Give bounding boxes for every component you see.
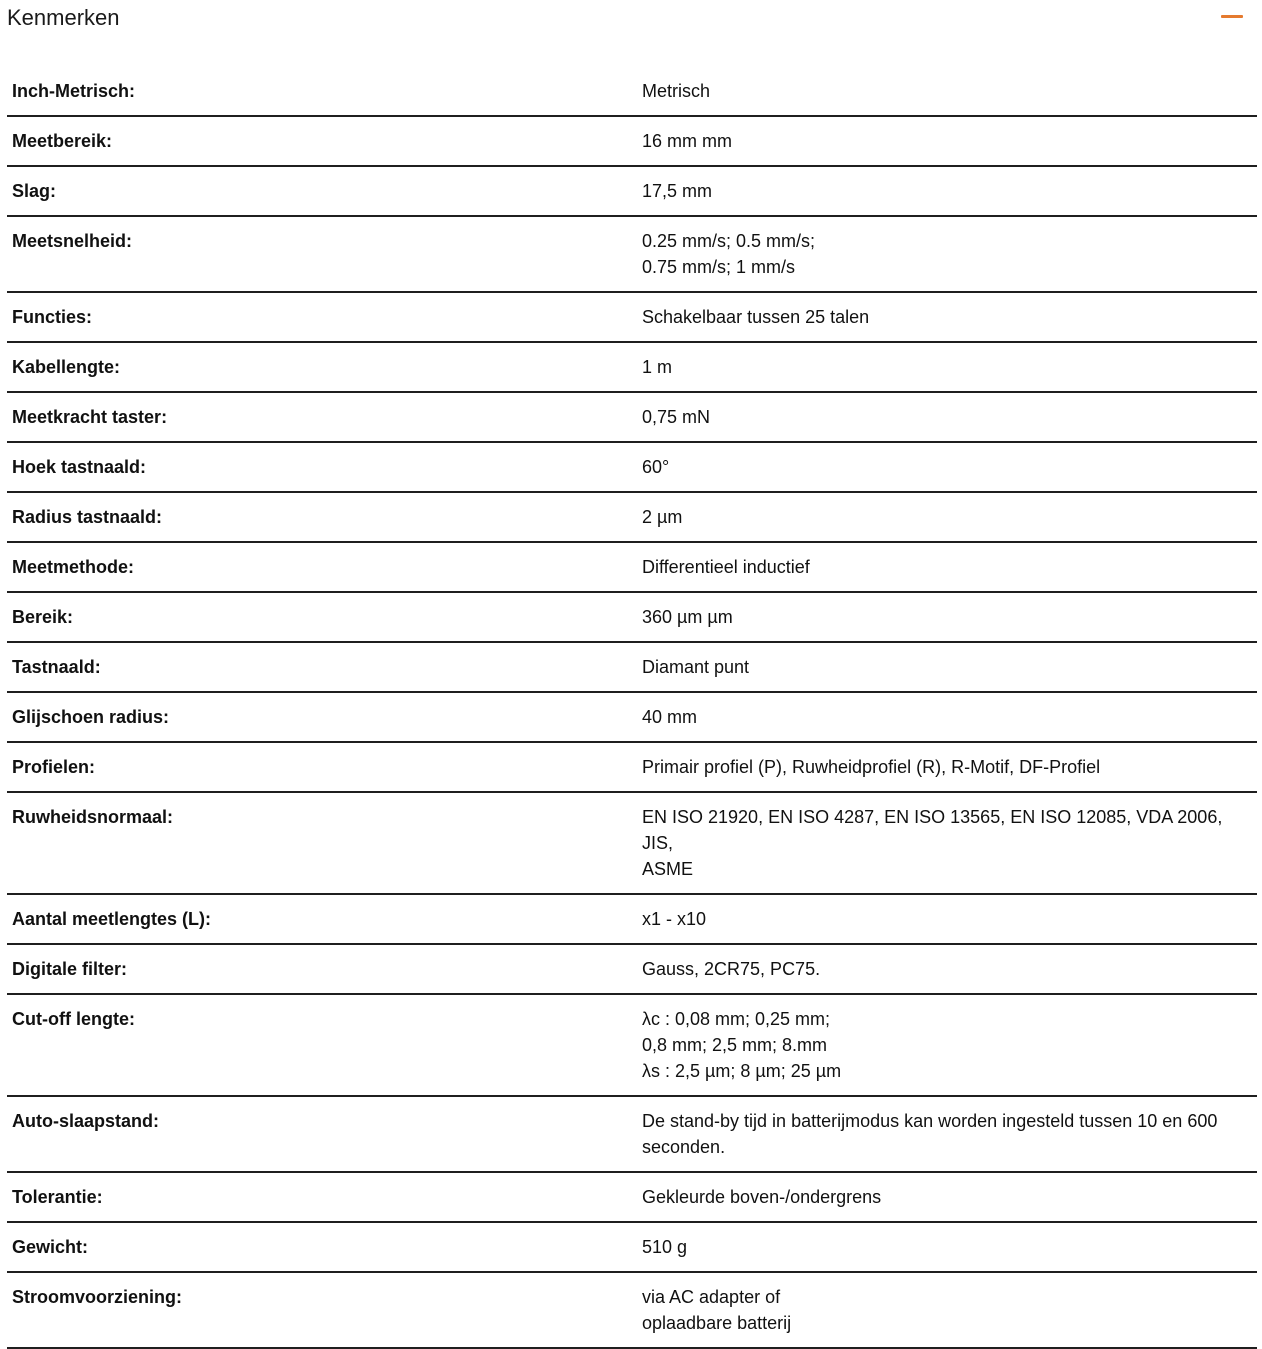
spec-label: Functies:	[7, 292, 632, 342]
spec-row	[7, 1096, 1257, 1172]
spec-label: Glijschoen radius:	[7, 692, 632, 742]
spec-value: 16 mm mm	[632, 116, 1257, 166]
spec-row	[7, 1222, 1257, 1272]
spec-row	[7, 592, 1257, 642]
spec-label: Digitale filter:	[7, 944, 632, 994]
spec-value: 60°	[632, 442, 1257, 492]
spec-label: Tastnaald:	[7, 642, 632, 692]
spec-value: 40 mm	[632, 692, 1257, 742]
spec-row	[7, 692, 1257, 742]
spec-value: via AC adapter of oplaadbare batterij	[632, 1272, 1257, 1348]
spec-value: Gauss, 2CR75, PC75.	[632, 944, 1257, 994]
spec-value: Differentieel inductief	[632, 542, 1257, 592]
spec-row	[7, 894, 1257, 944]
spec-row	[7, 342, 1257, 392]
spec-row	[7, 944, 1257, 994]
spec-label: Stroomvoorziening:	[7, 1272, 632, 1348]
spec-label: Profielen:	[7, 742, 632, 792]
spec-value: 1 m	[632, 342, 1257, 392]
collapse-toggle-button[interactable]	[1218, 6, 1248, 28]
spec-row	[7, 994, 1257, 1096]
spec-label: Gewicht:	[7, 1222, 632, 1272]
spec-value: Metrisch	[632, 67, 1257, 116]
spec-row	[7, 1172, 1257, 1222]
spec-value: λc : 0,08 mm; 0,25 mm; 0,8 mm; 2,5 mm; 8.mm λs : 2,5 µm; 8 µm; 25 µm	[632, 994, 1257, 1096]
spec-value: Gekleurde boven-/ondergrens	[632, 1172, 1257, 1222]
spec-value: 0,75 mN	[632, 392, 1257, 442]
spec-value: 510 g	[632, 1222, 1257, 1272]
spec-row	[7, 492, 1257, 542]
spec-label: Auto-slaapstand:	[7, 1096, 632, 1172]
spec-value: Primair profiel (P), Ruwheidprofiel (R), R-Motif, DF-Profiel	[632, 742, 1257, 792]
spec-label: Meetkracht taster:	[7, 392, 632, 442]
spec-row	[7, 1272, 1257, 1348]
spec-row	[7, 642, 1257, 692]
spec-value: x1 - x10	[632, 894, 1257, 944]
specifications-table-body	[7, 67, 1257, 1348]
spec-label: Bereik:	[7, 592, 632, 642]
panel-header[interactable]	[0, 0, 1262, 40]
spec-value: 360 µm µm	[632, 592, 1257, 642]
spec-label: Cut-off lengte:	[7, 994, 632, 1096]
minus-icon	[1221, 15, 1243, 18]
spec-row	[7, 216, 1257, 292]
panel-title: Kenmerken	[7, 5, 120, 30]
spec-value: Schakelbaar tussen 25 talen	[632, 292, 1257, 342]
spec-row	[7, 742, 1257, 792]
spec-row	[7, 392, 1257, 442]
spec-label: Meetbereik:	[7, 116, 632, 166]
spec-row	[7, 442, 1257, 492]
spec-row	[7, 292, 1257, 342]
spec-label: Tolerantie:	[7, 1172, 632, 1222]
spec-label: Inch-Metrisch:	[7, 67, 632, 116]
spec-label: Slag:	[7, 166, 632, 216]
spec-label: Ruwheidsnormaal:	[7, 792, 632, 894]
spec-label: Kabellengte:	[7, 342, 632, 392]
spec-value: De stand-by tijd in batterijmodus kan worden ingesteld tussen 10 en 600 seconden.	[632, 1096, 1257, 1172]
spec-value: 0.25 mm/s; 0.5 mm/s; 0.75 mm/s; 1 mm/s	[632, 216, 1257, 292]
spec-label: Aantal meetlengtes (L):	[7, 894, 632, 944]
spec-value: Diamant punt	[632, 642, 1257, 692]
spec-label: Radius tastnaald:	[7, 492, 632, 542]
spec-row	[7, 542, 1257, 592]
spec-value: 17,5 mm	[632, 166, 1257, 216]
spec-row	[7, 792, 1257, 894]
specifications-table	[7, 67, 1257, 1349]
spec-value: EN ISO 21920, EN ISO 4287, EN ISO 13565, EN ISO 12085, VDA 2006, JIS, ASME	[632, 792, 1257, 894]
spec-row	[7, 116, 1257, 166]
spec-label: Meetsnelheid:	[7, 216, 632, 292]
spec-value: 2 µm	[632, 492, 1257, 542]
spec-label: Meetmethode:	[7, 542, 632, 592]
spec-row	[7, 166, 1257, 216]
spec-row	[7, 67, 1257, 116]
spec-label: Hoek tastnaald:	[7, 442, 632, 492]
